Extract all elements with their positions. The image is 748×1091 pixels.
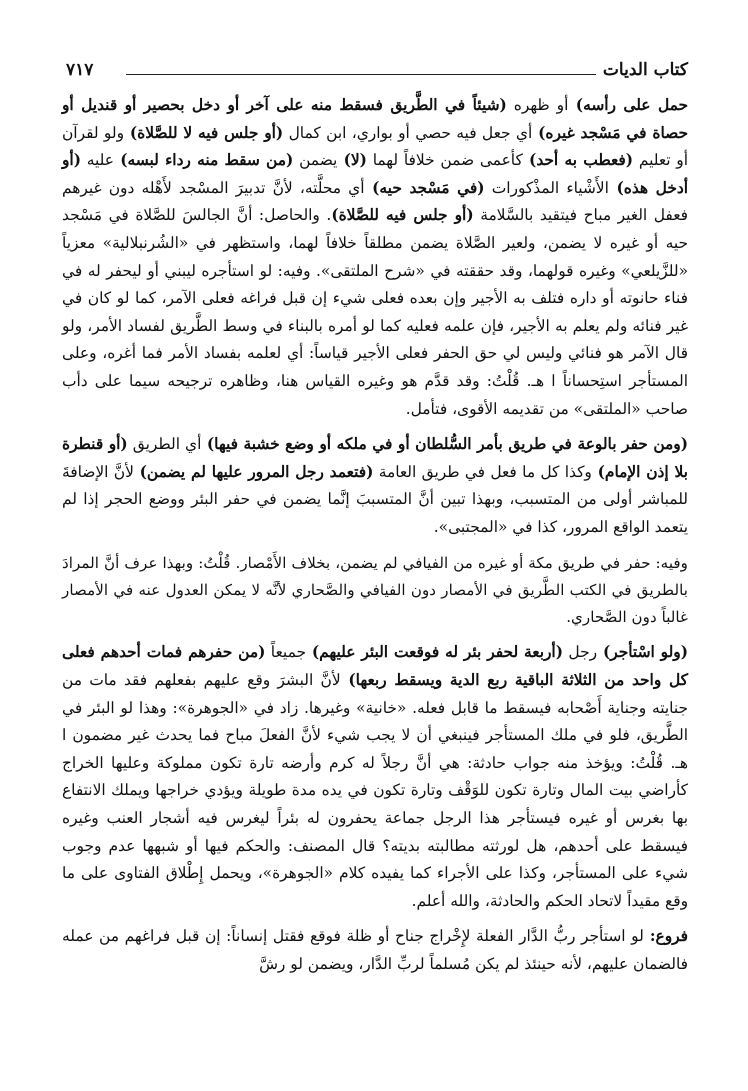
commentary-text: . والحاصل: أنَّ الجالسَ للصَّلاة في مَسْجد حيه أو غيره لا يضمن، ولعير الصَّلاة يضمن مطلقاً خلافاً لهما، واستظهر في «الشُرنبلالية» معزياً «للزَّيلعي» وغيره قولهما، وقد حققته في «شرح الملتقى». وفيه: لو استأجره ليبني أو ليحفر له في فناء حانوته أو داره فتلف به الأجير وإن بعده فعلى شيء إن قبل فراغه فعلى الآمر، كما لو كان في غير فنائه ولم يعلم به الأجير، فإن علمه فعليه كما لو أمره بالبناء في وسط الطَّريق لفساد الأمر، ولو قال الآمر هو فنائي وليس لي حق الحفر فعلى الأجير قياساً: أي لعلمه بفساد الأمر فما أغره، وعلى المستأجر استِحساناً ا هـ. قُلْتُ: وقد قدَّم هو وغيره القياس هنا، وظاهره ترجيحه سيما على دأب صاحب «الملتقى» من تقديمه الأقوى، فتأمل. [62, 206, 688, 418]
commentary-text: يضمن [293, 151, 338, 170]
commentary-text: ولو لقرآن أو تعليم [62, 123, 689, 170]
matn-text: (أو جلس فيه لا للصَّلاة) [124, 123, 284, 142]
matn-text: (لا) [337, 151, 367, 170]
matn-text: حمل على رأسه) [568, 96, 689, 114]
chapter-title: كتاب الديات [602, 60, 688, 80]
text-paragraph [62, 92, 688, 423]
commentary-text: لو استأجر ربُّ الدَّار الفعلة لإِخْراج جناح أو ظلة فوقع فقتل إنساناً: إن قبل فراغهم من عمله فالضمان عليهم، لأنه حينئذ لم يكن مُسلماً لربِّ الدَّار، ويضمن لو رشَّ [62, 927, 688, 973]
commentary-text: أي جعل فيه حصي أو بواري، ابن كمال [283, 123, 533, 142]
matn-text: (أربعة لحفر بئر له فوقعت البئر عليهم) [305, 643, 563, 662]
matn-text: (ومن حفر بالوعة في طريق بأمر السُّلطان أو في ملكه أو وضع خشبة فيها) [201, 435, 689, 454]
page-header [66, 58, 688, 88]
matn-text: (من سقط منه رداء لبسه) [113, 151, 294, 170]
header-rule [126, 74, 596, 75]
commentary-text: أي الطريق [127, 435, 202, 454]
matn-text: (أو أدخل هذه) [62, 151, 688, 197]
commentary-text: وكذا كل ما فعل في طريق العامة [373, 462, 592, 481]
commentary-text: وفيه: حفر في طريق مكة أو غيره من الفيافي لم يضمن، بخلاف الأَمْصار. قُلْتُ: وبهذا عرف أنَّ المرادَ بالطريق في الكتب الطَّريق في الأمصار دون الفيافي والصَّحاري لأنَّه لا يمكن العدول عنه في الأمصار غالباً دون الصَّحاري. [62, 553, 688, 627]
matn-text: (من حفرهم فمات أحدهم فعلى كل واحد من الثلاثة الباقية ربع الدية ويسقط ربعها) [62, 643, 688, 689]
matn-text: (أو قنطرة بلا إذن الإمام) [62, 435, 688, 481]
commentary-text: لأنَّ الإضافةَ للمباشر أولى من المتسبب، وبهذا تبين أنَّ المتسببَ إنَّما يضمن في حفر البئر ووضع الحجر إذا لم يتعمد الواقع المرور، كذا في «المجتبى». [62, 462, 688, 536]
matn-text: (في مَسْجد حيه) [364, 178, 485, 197]
text-paragraph [62, 923, 688, 978]
matn-text: (ولو اسْتأجر) [597, 643, 688, 662]
text-paragraph [62, 639, 688, 915]
commentary-text: الأَشْياء المذْكورات [484, 178, 609, 197]
page-body [62, 92, 688, 979]
commentary-text: أي محلَّته، لأنَّ تدبيرَ المسْجد لأَهْله دون غيرهم فعفل الغير مباح فيتقيد بالسَّلامة [62, 178, 688, 225]
commentary-text: عليه [81, 151, 114, 170]
matn-text: (شيئاً في الطَّريق فسقط منه على آخر أو دخل بحصير أو قنديل أو حصاة في مَسْجد غيره) [62, 96, 688, 142]
commentary-text: رجل [563, 643, 598, 662]
commentary-text: كأعمى ضمن خلافاً لهما [366, 151, 523, 170]
matn-text: (أو جلس فيه للصَّلاة) [331, 206, 474, 225]
matn-text: (فتعمد رجل المرور عليها لم يضمن) [133, 462, 374, 481]
text-paragraph [62, 431, 688, 541]
commentary-text: لأنَّ البشرَ وقع عليهم بفعلهم فقد مات من جنايته وجناية أَصْحابه فيسقط ما قابل فعله. «خانية» وغيرها. زاد في «الجوهرة»: وهذا لو البئر في الطَّريق، فلو في ملك المستأجر فينبغي أن لا يجب شيء لأنَّ الفعلَ مباح فما يحدث غير مضمون ا هـ. قُلْتُ: ويؤخذ منه جواب حادثة: هي أنَّ رجلاً له كرم وأرضه تارة تكون مملوكة وعليها الخراج كأراضي بيت المال وتارة تكون للوَقْف وتارة تكون في يده مدة طويلة ويؤدي خراجها ويملك الانتفاع بها بغرس أو غيره فيستأجر هذا الرجل جماعة يحفرون له بئراً ليغرس فيه أشجار العنب وغيره فيسقط على أحدهم، هل لورثته مطالبته بديته؟ قال المصنف: والحكم فيها أو شبهها عدم وجوب شيء على المستأجر، وكذا على الأجراء كما يفيده كلام «الجوهرة»، ويحمل إِطْلاق الفتاوى على ما وقع مقيداً لاتحاد الحكم والحادثة، والله أعلم. [62, 670, 688, 910]
matn-text: فروع: [643, 927, 688, 946]
matn-text: (فعطب به أحد) [522, 151, 634, 170]
page-number: ٧١٧ [66, 60, 94, 80]
commentary-text: أو ظهره [506, 96, 569, 114]
commentary-text: جميعاً [265, 643, 306, 662]
text-paragraph [62, 550, 688, 632]
